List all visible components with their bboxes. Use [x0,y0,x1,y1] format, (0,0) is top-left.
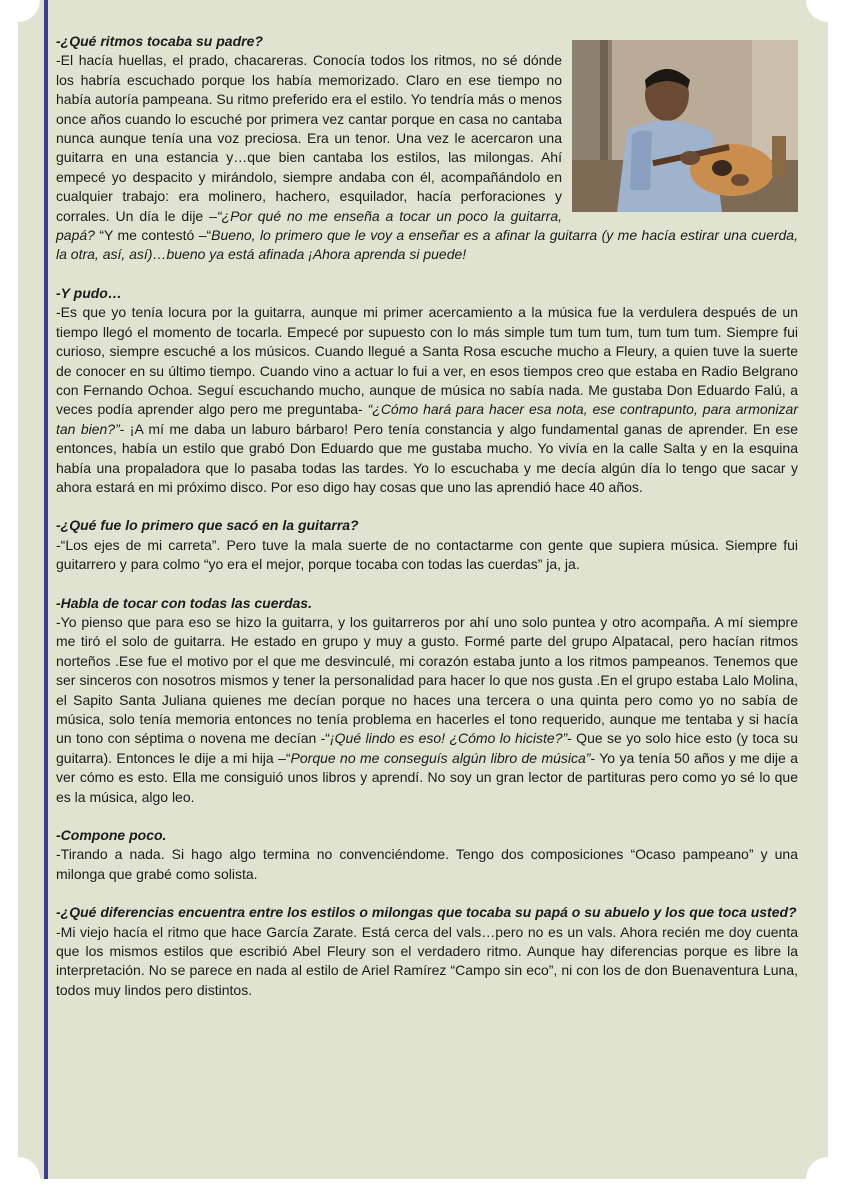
answer-text [56,536,798,575]
corner-notch [0,0,40,22]
corner-notch [0,1157,40,1201]
question-heading: -Habla de tocar con todas las cuerdas. [56,594,312,611]
quote-segment: Porque no me conseguís algún libro de música” [290,749,591,766]
interview-section [56,826,798,884]
question-heading: -¿Qué fue lo primero que sacó en la guitarra? [56,517,359,534]
interview-section [56,516,798,574]
quote-segment: “¿Por qué no me enseña a tocar un poco la guitarra, papá? [56,207,562,244]
guitarist-photo [572,40,798,212]
quote-segment: ¡Qué lindo es eso! ¿Cómo lo hiciste?” [329,730,568,747]
article-body [56,32,798,1019]
answer-segment: -Yo pienso que para eso se hizo la guitarra, y los guitarreros por ahí uno solo puntea y otro acompaña. A mí siempre me tiró el solo de guitarra. He estado en grupo y muy a gusto. Formé parte del grupo Alpatacal, pero hacían ritmos norteños .Ese fue el motivo por el que me desvinculé, mi corazón estaba junto a los ritmos pampeanos. Tenemos que ser sinceros con nosotros mismos y tener la personalidad para hacer lo que nos gusta .En el grupo estaba Lalo Molina, el Sapito Santa Juliana quienes me decían porque no haces una tercera o una quinta pero como yo no sabía de música, solo tenía memoria entonces no tenía problema en hacerles el tono requerido, aunque me tentaba y si hacía un tono con séptima o novena me decían -“ [56,613,798,747]
quote-segment: “¿Cómo hará para hacer esa nota, ese contrapunto, para armonizar tan bien?” [56,401,798,437]
interview-section [56,32,798,265]
answer-segment: - Que se yo solo hice esto (y toca su guitarra). Entonces le dije a mi hija –“ [56,730,798,766]
interview-section [56,594,798,807]
answer-segment: “Y me contestó –“ [94,227,212,244]
answer-segment: - ¡A mí me daba un laburo bárbaro! Pero tenía constancia y algo fundamental ganas de aprender. En ese entonces, había un estilo que grabó Don Eduardo que me gustaba mucho. Yo vivía en la calle Salta y en la esquina había una propaladora que lo pasaba todas las tardes. Yo lo escuchaba y me decía algún día lo tengo que sacar y ahora estará en mi próximo disco. Por eso digo hay cosas que uno las aprendió hace 40 años. [56,420,798,495]
question-heading: -Compone poco. [56,827,167,844]
answer-text [56,923,798,1001]
interview-section [56,284,798,497]
accent-rule [44,0,48,1179]
answer-segment: -“Los ejes de mi carreta”. Pero tuve la mala suerte de no contactarme con gente que supiera música. Siempre fui guitarrero y para colmo “yo era el mejor, porque tocaba con todas las cuerdas” ja, ja. [56,536,798,573]
quote-segment: Bueno, lo primero que le voy a enseñar es a afinar la guitarra (y me hacía estirar una cuerda, la otra, así, así)…bueno ya está afinada ¡Ahora aprenda si puede! [56,227,798,263]
answer-segment: -Mi viejo hacía el ritmo que hace García Zarate. Está cerca del vals…pero no es un vals. Ahora recién me doy cuenta que los mismos estilos que escribió Abel Fleury son el verdadero ritmo. Aunque hay diferencias porque es libre la interpretación. No se parece en nada al estilo de Ariel Ramírez “Campo sin eco”, ni con los de don Buenaventura Luna, todos muy lindos pero distintos. [56,923,798,998]
guitarist-photo-image [572,40,798,212]
answer-segment: -Es que yo tenía locura por la guitarra, aunque mi primer acercamiento a la música fue la verdulera después de un tiempo llegó el momento de tocarla. Empecé por supuesto con lo más simple tum tum tum, tum tum tum. Siempre fui curioso, siempre escuché a los músicos. Cuando llegué a Santa Rosa escuche mucho a Fleury, a quien tuve la suerte de conocer en su último tiempo. Cuando vino a actuar lo fui a ver, en esos tiempos creo que estaba en Radio Belgrano con Fernando Ochoa. Seguí escuchando mucho, aunque de música no sabía nada. Me gustaba Don Eduardo Falú, a veces podía aprender algo pero me preguntaba- [56,304,798,418]
corner-notch [806,1157,846,1201]
answer-text [56,845,798,884]
answer-segment: -Tirando a nada. Si hago algo termina no convenciéndome. Tengo dos composiciones “Ocaso pampeano” y una milonga que grabé como solista. [56,846,798,882]
corner-notch [806,0,846,22]
interview-section [56,903,798,1000]
answer-segment: - Yo ya tenía 50 años y me dije a ver cómo es esto. Ella me consiguió unos libros y aprendí. No soy un gran lector de partituras pero como yo sé lo que es la música, algo leo. [56,749,798,805]
question-heading: -Y pudo… [56,284,122,301]
answer-text [56,303,798,497]
question-heading: -¿Qué diferencias encuentra entre los estilos o milongas que tocaba su papá o su abuelo y los que toca usted? [56,904,797,921]
answer-text [56,613,798,807]
question-heading: -¿Qué ritmos tocaba su padre? [56,33,263,49]
answer-segment: -El hacía huellas, el prado, chacareras. Conocía todos los ritmos, no sé dónde los habría escuchado porque los había memorizado. Claro en ese tiempo no había autoría pampeana. Su ritmo preferido era el estilo. Yo tendría más o menos once años cuando lo escuché por primera vez cantar porque en casa no cantaba nunca aunque tenía una voz preciosa. Era un tenor. Una vez le acercaron una guitarra en una estancia y…que bien cantaba los estilos, las milongas. Ahí empecé yo despacito y mirándolo, siempre andaba con él, acompañándolo en cualquier trabajo: era molinero, hachero, esquilador, hacía perforaciones y corrales. Un día le dije – [56,52,562,224]
